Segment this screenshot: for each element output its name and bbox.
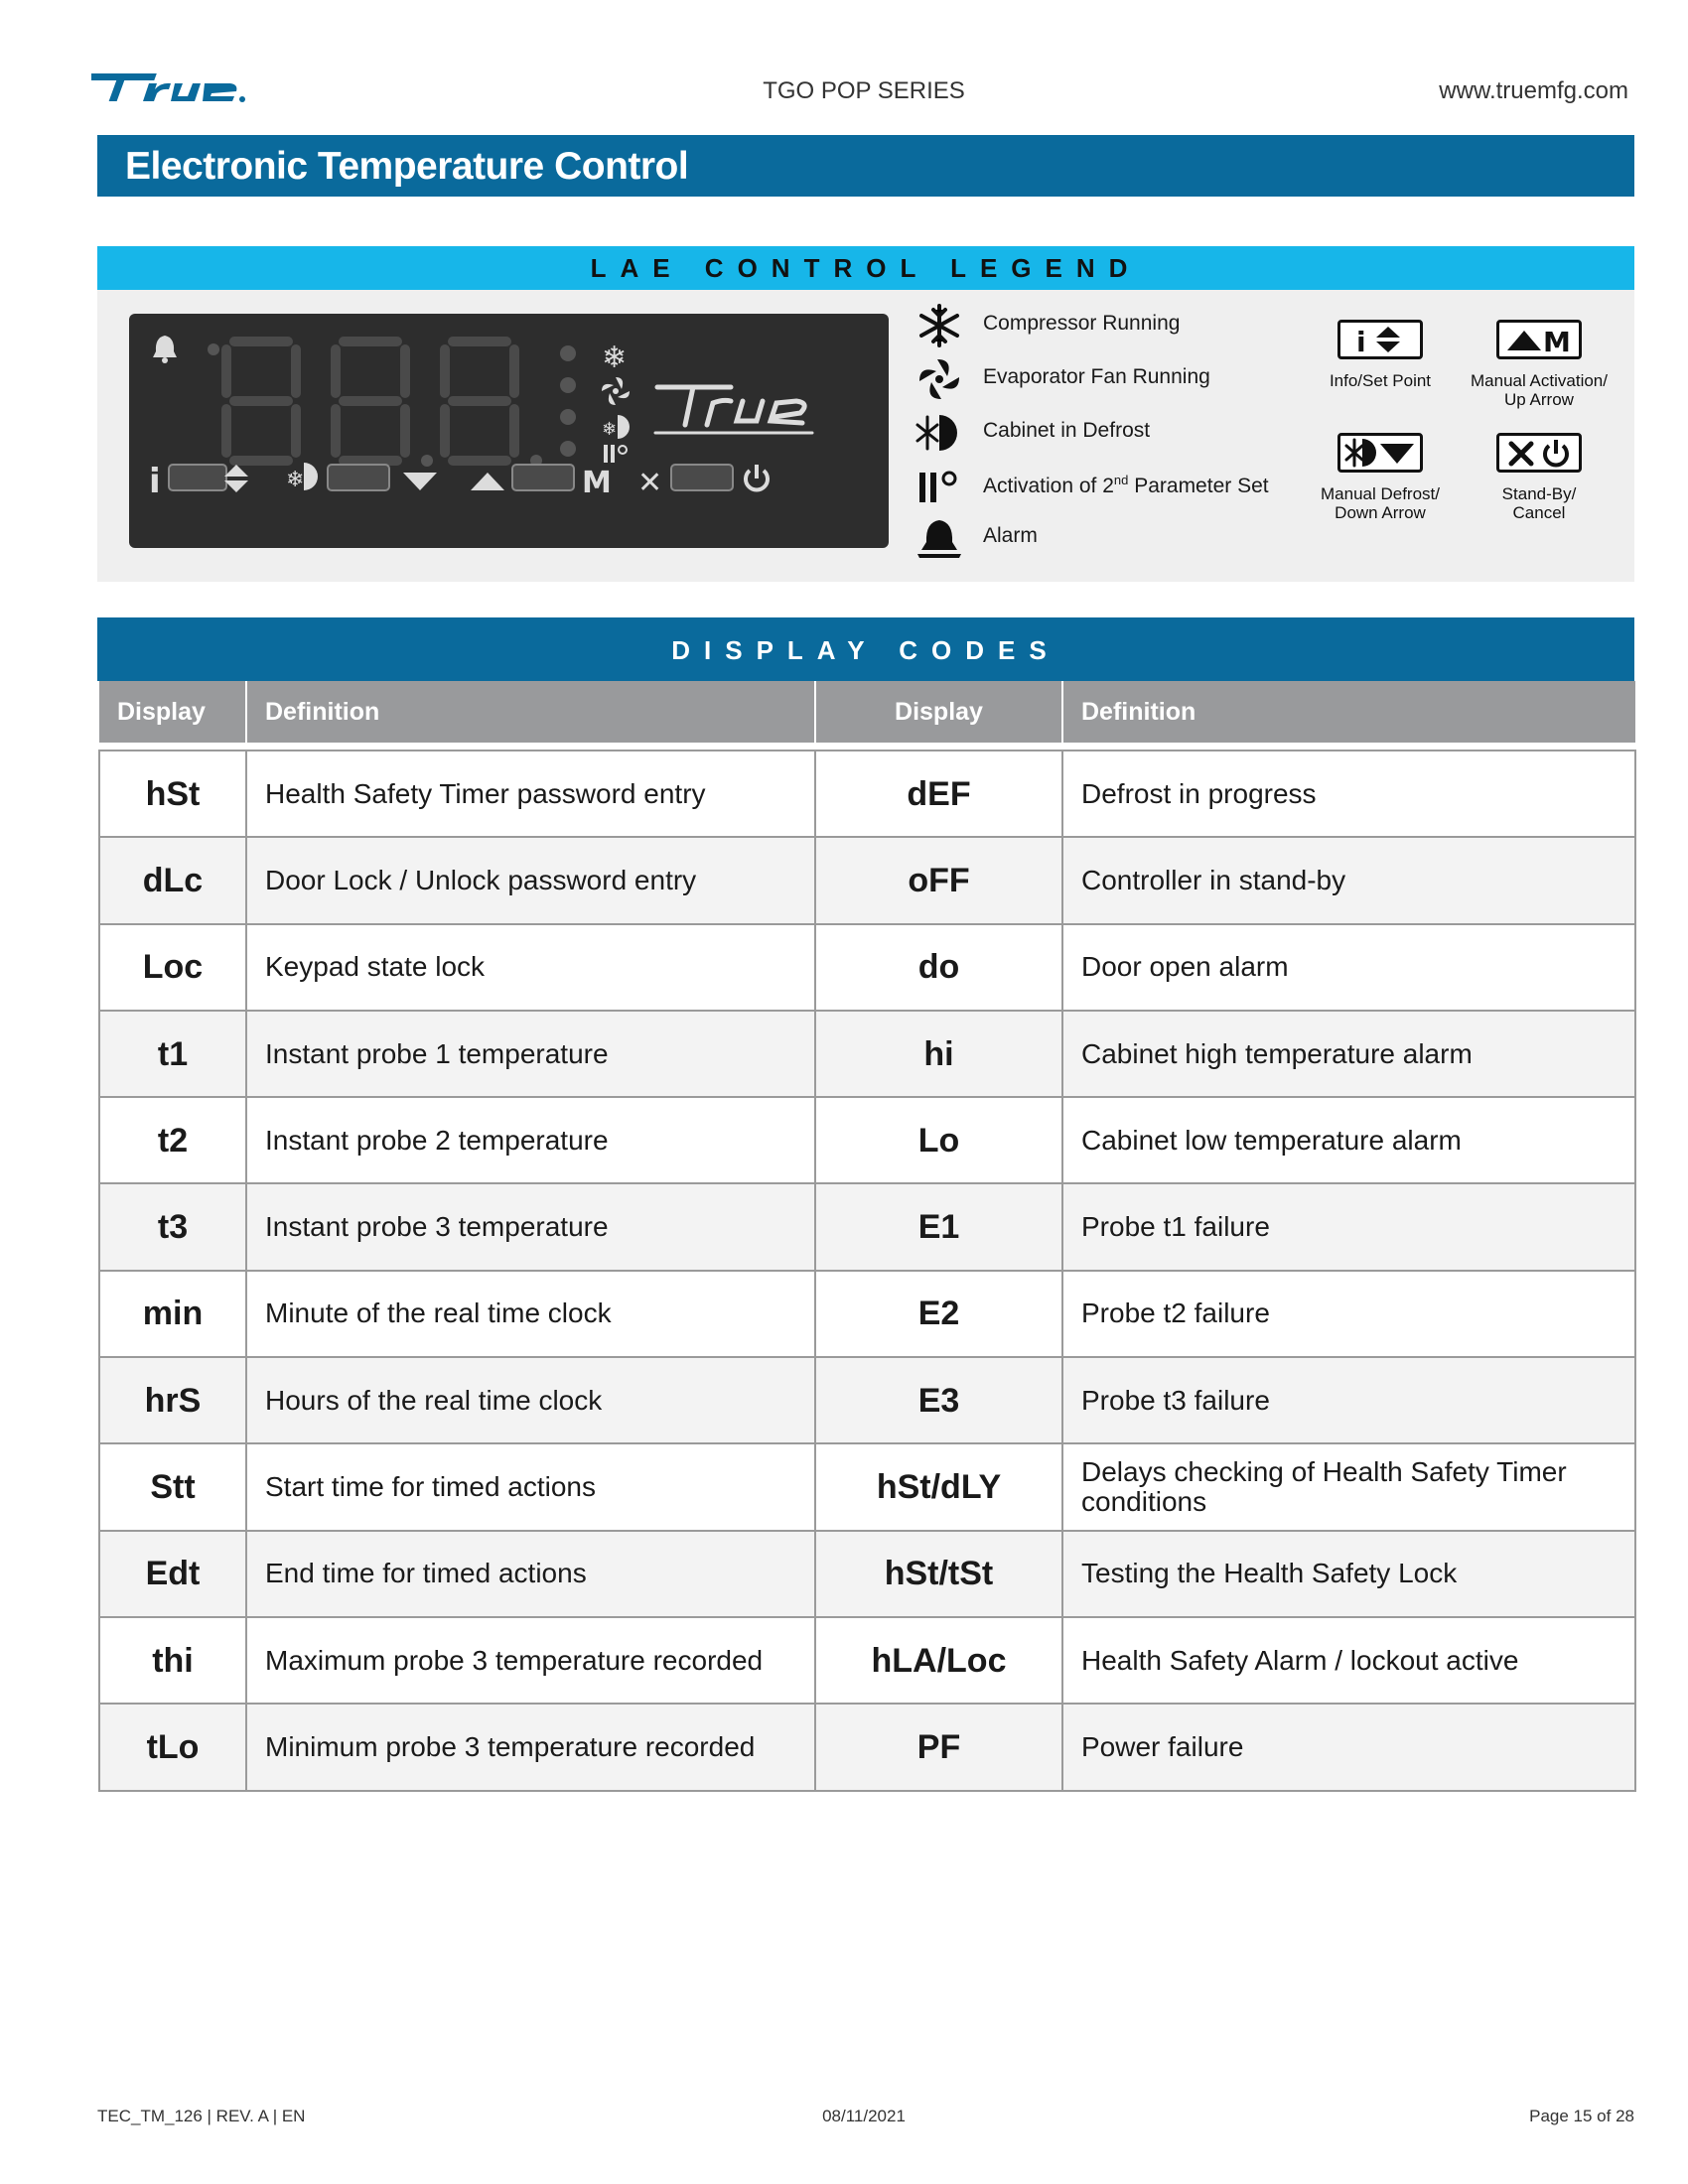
- power-icon: [746, 465, 768, 489]
- definition: Probe t3 failure: [1062, 1357, 1635, 1443]
- footer-doc-id: TEC_TM_126 | REV. A | EN: [97, 2107, 306, 2125]
- definition: Power failure: [1062, 1704, 1635, 1790]
- snowflake-icon: [915, 304, 963, 347]
- control-panel: [129, 314, 889, 548]
- display-code: PF: [815, 1704, 1062, 1790]
- m-icon: M: [582, 466, 612, 500]
- column-header: Definition: [1062, 681, 1635, 743]
- definition: Controller in stand-by: [1062, 837, 1635, 923]
- definition: Probe t2 failure: [1062, 1271, 1635, 1357]
- definition: Health Safety Alarm / lockout active: [1062, 1617, 1635, 1704]
- definition: Door Lock / Unlock password entry: [246, 837, 815, 923]
- website-link[interactable]: www.truemfg.com: [1439, 77, 1628, 104]
- table-row: [99, 1443, 1635, 1530]
- display-code: t2: [99, 1097, 246, 1183]
- table-row: [99, 1531, 1635, 1617]
- footer-date: 08/11/2021: [822, 2107, 906, 2125]
- table-row: [99, 837, 1635, 923]
- legend-item-defrost: [915, 411, 1293, 451]
- svg-text:M: M: [1543, 326, 1571, 356]
- manual-defrost-key-icon: [1337, 433, 1423, 473]
- display-code: thi: [99, 1617, 246, 1704]
- legend-label: Activation of 2nd Parameter Set: [983, 473, 1269, 497]
- key-manual-defrost: Manual Defrost/ Down Arrow: [1301, 433, 1460, 522]
- key-standby: Stand-By/ Cancel: [1460, 433, 1618, 522]
- display-digits: [226, 341, 514, 461]
- key-manual-activation: M Manual Activation/ Up Arrow: [1460, 320, 1618, 409]
- keypad-legend: [1301, 320, 1634, 548]
- info-icon: i: [149, 462, 161, 501]
- defrost-icon: [286, 463, 318, 492]
- footer-page: Page 15 of 28: [1529, 2107, 1634, 2125]
- definition: Instant probe 1 temperature: [246, 1011, 815, 1097]
- table-header-row: [99, 681, 1635, 743]
- definition: Hours of the real time clock: [246, 1357, 815, 1443]
- definition: Keypad state lock: [246, 924, 815, 1011]
- table-row: [99, 1704, 1635, 1790]
- display-code: hLA/Loc: [815, 1617, 1062, 1704]
- display-code: min: [99, 1271, 246, 1357]
- table-row: [99, 1011, 1635, 1097]
- legend-label: Compressor Running: [983, 312, 1181, 335]
- standby-key-icon: [1496, 433, 1582, 473]
- up-down-arrow-icon: [224, 465, 248, 492]
- display-code: dLc: [99, 837, 246, 923]
- definition: Minimum probe 3 temperature recorded: [246, 1704, 815, 1790]
- table-row: [99, 924, 1635, 1011]
- definition: Start time for timed actions: [246, 1443, 815, 1530]
- display-code: Edt: [99, 1531, 246, 1617]
- definition: Probe t1 failure: [1062, 1183, 1635, 1270]
- display-code: Loc: [99, 924, 246, 1011]
- table-row: [99, 1183, 1635, 1270]
- definition: Instant probe 3 temperature: [246, 1183, 815, 1270]
- display-code: Lo: [815, 1097, 1062, 1183]
- definition: Instant probe 2 temperature: [246, 1097, 815, 1183]
- legend-item-fan: [915, 357, 1293, 397]
- table-row: [99, 1097, 1635, 1183]
- svg-text:i: i: [1356, 326, 1366, 356]
- svg-text:❄: ❄: [286, 468, 305, 492]
- bell-icon: [915, 516, 963, 560]
- display-code: hi: [815, 1011, 1062, 1097]
- display-code: dEF: [815, 751, 1062, 837]
- definition: Health Safety Timer password entry: [246, 751, 815, 837]
- codes-heading: DISPLAY CODES: [97, 617, 1634, 681]
- defrost-icon: [602, 415, 630, 440]
- up-arrow-icon: [471, 473, 504, 490]
- table-row: [99, 1617, 1635, 1704]
- display-code: E2: [815, 1271, 1062, 1357]
- legend-item-compressor: [915, 304, 1293, 343]
- table-row: [99, 1357, 1635, 1443]
- display-code: oFF: [815, 837, 1062, 923]
- display-code: E3: [815, 1357, 1062, 1443]
- svg-text:❄: ❄: [602, 419, 618, 440]
- true-logo: [655, 387, 812, 433]
- definition: Door open alarm: [1062, 924, 1635, 1011]
- down-arrow-icon: [403, 473, 437, 490]
- info-setpoint-key-icon: [1337, 320, 1423, 359]
- fan-icon: [915, 357, 963, 401]
- display-codes-table: [98, 681, 1636, 1792]
- display-code: t1: [99, 1011, 246, 1097]
- definition: Maximum probe 3 temperature recorded: [246, 1617, 815, 1704]
- definition: Delays checking of Health Safety Timer conditions: [1062, 1443, 1635, 1530]
- bell-icon: [153, 336, 177, 363]
- definition: Cabinet low temperature alarm: [1062, 1097, 1635, 1183]
- display-code: tLo: [99, 1704, 246, 1790]
- column-header: Definition: [246, 681, 815, 743]
- definition: Minute of the real time clock: [246, 1271, 815, 1357]
- column-header: Display: [815, 681, 1062, 743]
- display-code: hrS: [99, 1357, 246, 1443]
- legend-heading: LAE CONTROL LEGEND: [97, 246, 1634, 290]
- display-code: hSt/dLY: [815, 1443, 1062, 1530]
- display-code: Stt: [99, 1443, 246, 1530]
- display-code: t3: [99, 1183, 246, 1270]
- parameter-set-icon: [604, 445, 627, 463]
- manual-activation-key-icon: [1496, 320, 1582, 359]
- legend-label: Alarm: [983, 524, 1038, 547]
- page-title: Electronic Temperature Control: [97, 135, 1634, 197]
- parameter-set-icon: [915, 465, 963, 508]
- display-code: E1: [815, 1183, 1062, 1270]
- legend-label: Cabinet in Defrost: [983, 419, 1151, 442]
- display-code: hSt/tSt: [815, 1531, 1062, 1617]
- display-code: do: [815, 924, 1062, 1011]
- definition: Cabinet high temperature alarm: [1062, 1011, 1635, 1097]
- series-name: TGO POP SERIES: [763, 77, 965, 104]
- column-header: Display: [99, 681, 246, 743]
- fan-icon: [602, 377, 630, 405]
- key-info-setpoint: i Info/Set Point: [1301, 320, 1460, 390]
- legend-item-alarm: [915, 516, 1293, 556]
- definition: Testing the Health Safety Lock: [1062, 1531, 1635, 1617]
- x-icon: ✕: [637, 466, 663, 500]
- table-row: [99, 1271, 1635, 1357]
- defrost-icon: [915, 411, 963, 455]
- legend-item-parameter-set: [915, 465, 1293, 504]
- table-row: [99, 751, 1635, 837]
- legend-label: Evaporator Fan Running: [983, 365, 1210, 388]
- display-code: hSt: [99, 751, 246, 837]
- snowflake-icon: ❄: [602, 341, 628, 375]
- definition: End time for timed actions: [246, 1531, 815, 1617]
- definition: Defrost in progress: [1062, 751, 1635, 837]
